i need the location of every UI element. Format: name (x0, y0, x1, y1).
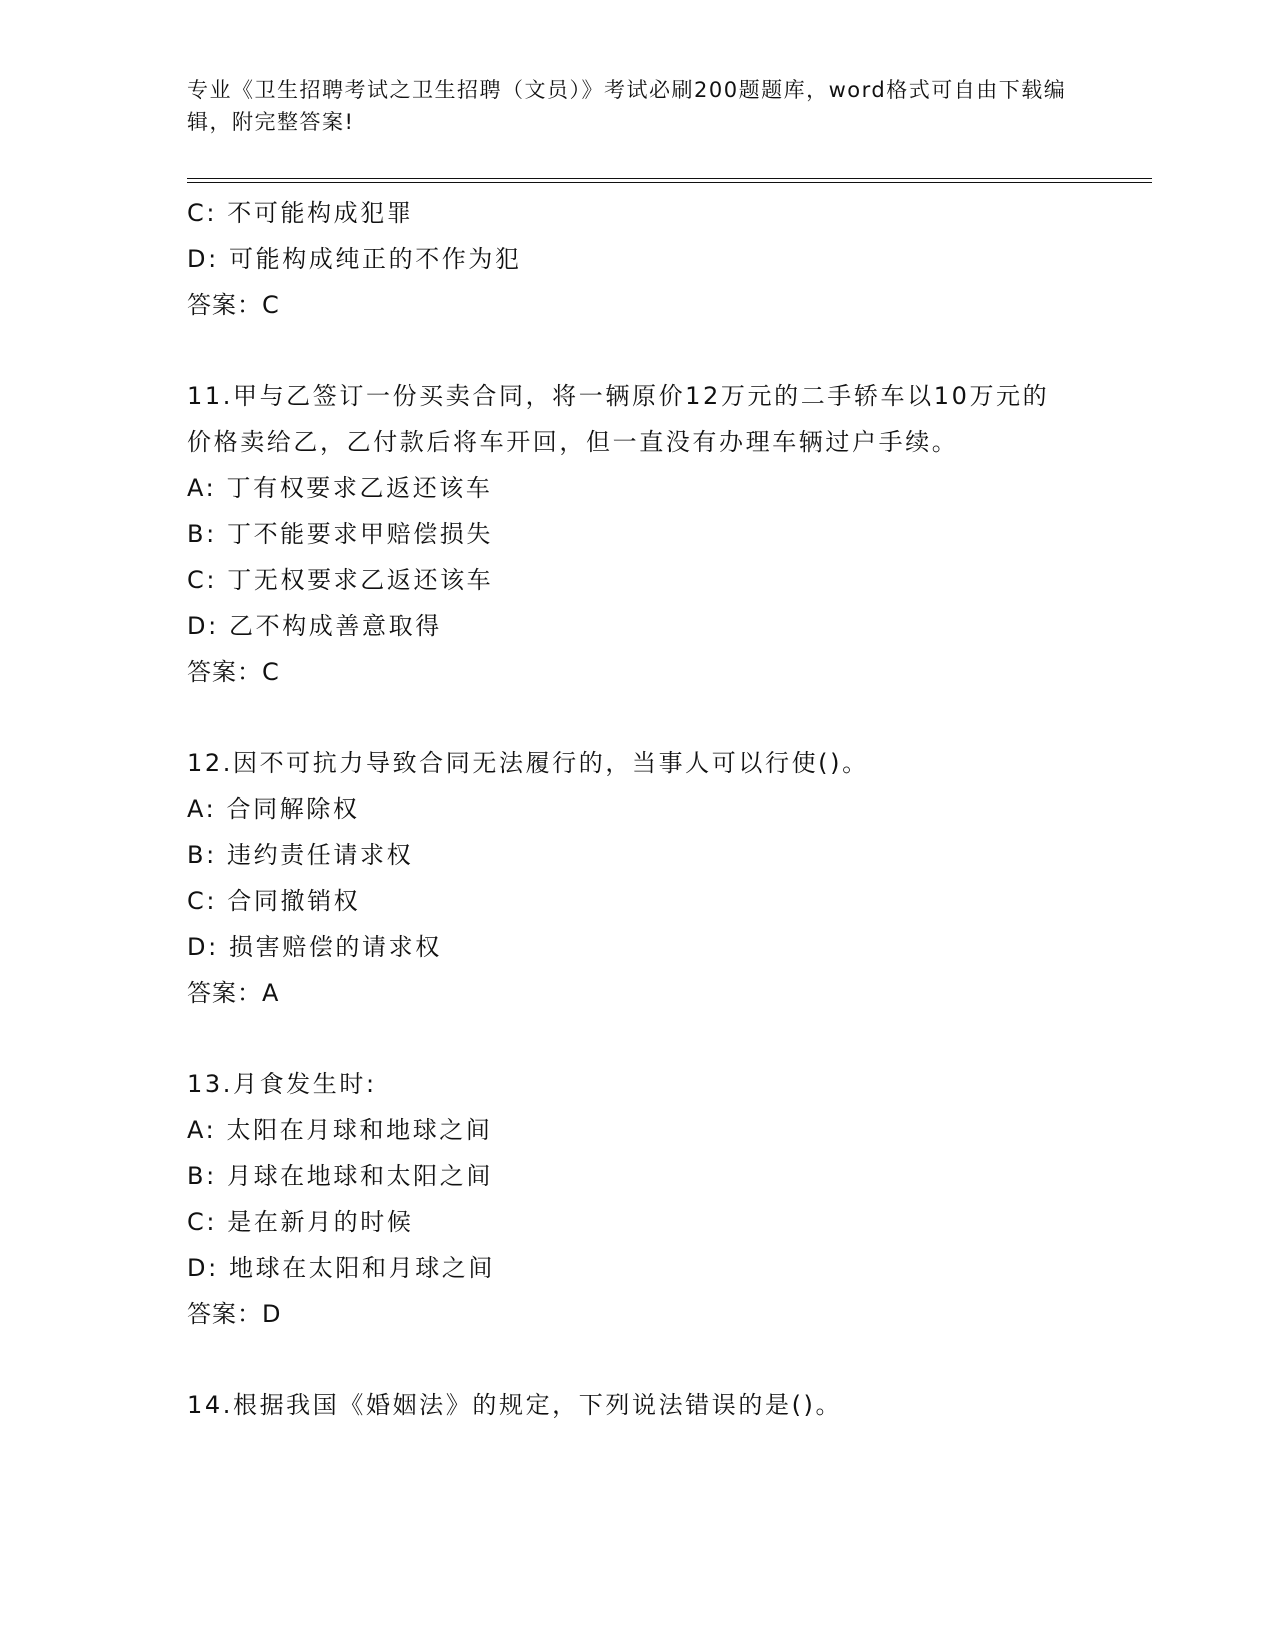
option-d: D: 损害赔偿的请求权 (187, 933, 442, 961)
answer-line: 答案：A (187, 979, 280, 1007)
question-stem: 13.月食发生时: (187, 1070, 377, 1098)
option-d: D: 乙不构成善意取得 (187, 612, 442, 640)
question-14 (187, 1382, 1087, 1428)
option-c: C: 是在新月的时候 (187, 1208, 414, 1236)
question-13 (187, 1061, 1087, 1337)
option-c: C: 不可能构成犯罪 (187, 199, 414, 227)
option-a: A: 合同解除权 (187, 795, 360, 823)
option-b: B: 违约责任请求权 (187, 841, 414, 869)
option-c: C: 丁无权要求乙返还该车 (187, 566, 494, 594)
question-stem: 12.因不可抗力导致合同无法履行的，当事人可以行使()。 (187, 749, 869, 777)
document-header: 专业《卫生招聘考试之卫生招聘（文员）》考试必刷200题题库，word格式可自由下载编辑，附完整答案! (187, 78, 1067, 134)
option-d: D: 可能构成纯正的不作为犯 (187, 245, 522, 273)
option-b: B: 丁不能要求甲赔偿损失 (187, 520, 493, 548)
option-d: D: 地球在太阳和月球之间 (187, 1254, 495, 1282)
answer-line: 答案：D (187, 1300, 282, 1328)
spacer (187, 328, 1087, 373)
option-a: A: 太阳在月球和地球之间 (187, 1116, 493, 1144)
option-c: C: 合同撤销权 (187, 887, 361, 915)
previous-question-tail (187, 190, 1087, 328)
question-stem: 11.甲与乙签订一份买卖合同，将一辆原价12万元的二手轿车以10万元的价格卖给乙，乙付款后将车开回，但一直没有办理车辆过户手续。 (187, 382, 1050, 456)
spacer (187, 695, 1087, 740)
header-divider (187, 178, 1152, 179)
question-11 (187, 373, 1087, 695)
answer-line: 答案：C (187, 291, 280, 319)
question-list (187, 190, 1087, 1428)
question-12 (187, 740, 1087, 1016)
spacer (187, 1016, 1087, 1061)
header-divider-second (187, 182, 1152, 183)
option-b: B: 月球在地球和太阳之间 (187, 1162, 493, 1190)
spacer (187, 1337, 1087, 1382)
question-stem: 14.根据我国《婚姻法》的规定，下列说法错误的是()。 (187, 1391, 843, 1419)
answer-line: 答案：C (187, 658, 280, 686)
option-a: A: 丁有权要求乙返还该车 (187, 474, 493, 502)
